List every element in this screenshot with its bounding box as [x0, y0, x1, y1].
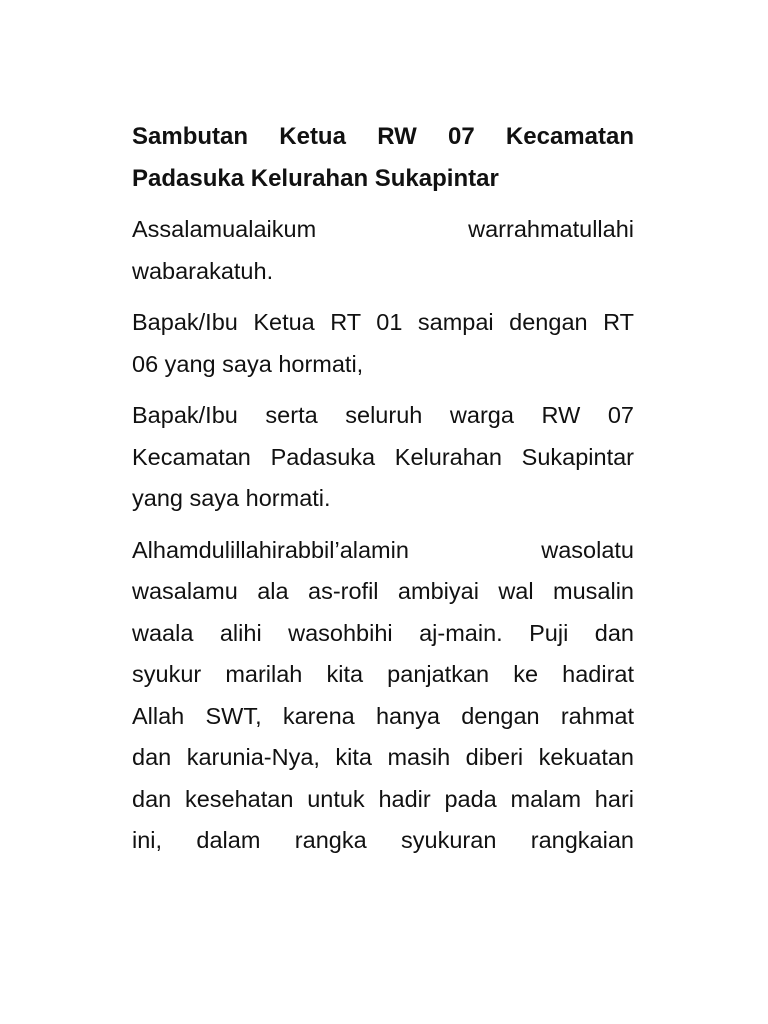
paragraph-line: Allah SWT, karena hanya dengan rahmat — [132, 702, 634, 729]
paragraph-line: dan karunia-Nya, kita masih diberi kekuatan — [132, 744, 634, 770]
paragraph-line: wabarakatuh. — [132, 257, 274, 284]
paragraph-line: ini, dalam rangka syukuran rangkaian — [132, 827, 634, 853]
paragraph-line: dan kesehatan untuk hadir pada malam hari — [132, 785, 634, 812]
address-residents-paragraph — [132, 395, 634, 520]
document-title — [132, 116, 634, 199]
address-rt-paragraph — [132, 302, 634, 385]
document-body — [132, 116, 634, 872]
paragraph-line: waala alihi wasohbihi aj-main. Puji dan — [132, 619, 634, 646]
paragraph-line: Assalamualaikum warrahmatullahi — [132, 216, 634, 242]
paragraph-line: syukur marilah kita panjatkan ke hadirat — [132, 661, 634, 687]
greeting-paragraph — [132, 209, 634, 292]
paragraph-line: wasalamu ala as-rofil ambiyai wal musalin — [132, 578, 634, 604]
paragraph-line: Bapak/Ibu Ketua RT 01 sampai dengan RT — [132, 309, 634, 335]
paragraph-line: Kecamatan Padasuka Kelurahan Sukapintar — [132, 443, 634, 470]
paragraph-line: yang saya hormati. — [132, 485, 331, 511]
opening-prayer-paragraph — [132, 530, 634, 862]
title-line: Padasuka Kelurahan Sukapintar — [132, 164, 499, 192]
paragraph-line: 06 yang saya hormati, — [132, 350, 364, 377]
paragraph-line: Bapak/Ibu serta seluruh warga RW 07 — [132, 402, 634, 428]
paragraph-line: Alhamdulillahirabbil’alamin wasolatu — [132, 536, 634, 563]
title-line: Sambutan Ketua RW 07 Kecamatan — [132, 123, 634, 150]
